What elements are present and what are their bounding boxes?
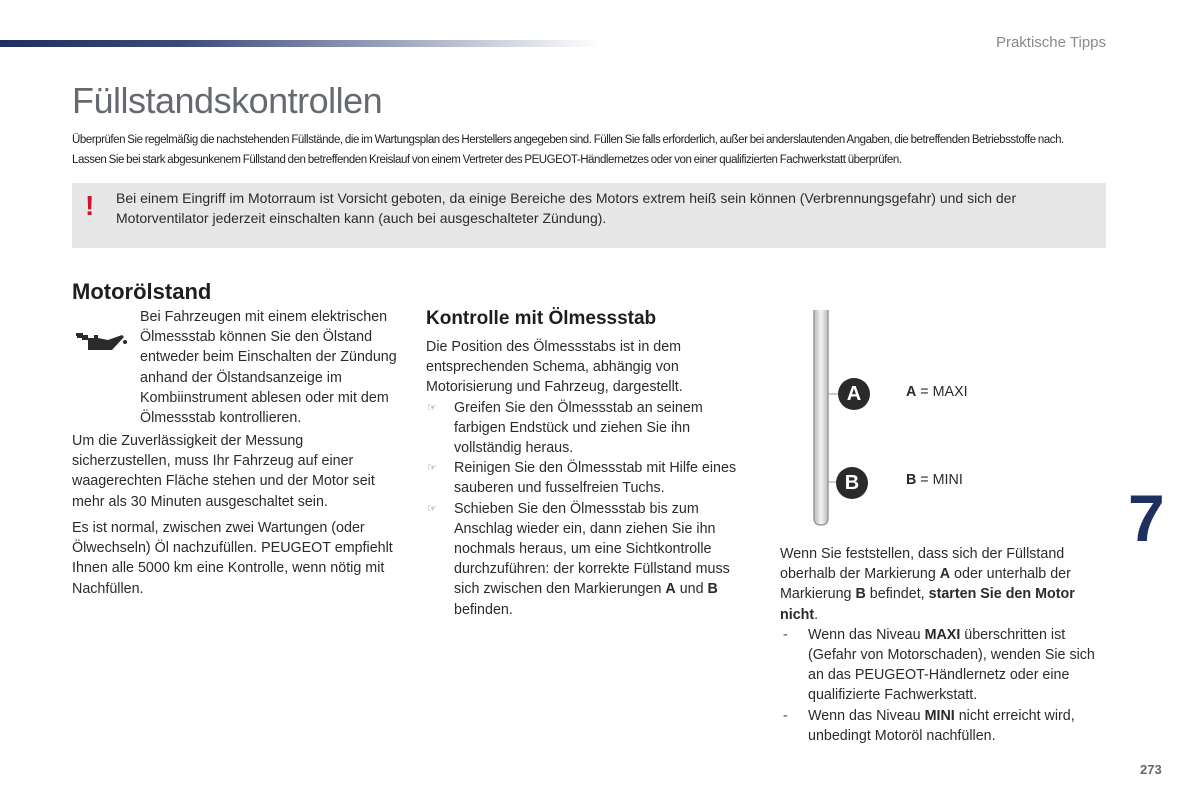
page-title: Füllstandskontrollen xyxy=(72,80,383,121)
page-number: 273 xyxy=(1140,762,1162,777)
dash-text: nicht erreicht wird, unbedingt Motoröl nachfüllen. xyxy=(808,707,1075,744)
dipstick-intro: Die Position des Ölmessstabs ist in dem entsprechenden Schema, abhängig von Motorisierung und Fahrzeug, dargestellt. xyxy=(426,339,683,396)
heading-kontrolle-oelmessstab: Kontrolle mit Ölmessstab xyxy=(426,308,657,329)
legend-a-key: A xyxy=(906,384,917,400)
oil-can-icon xyxy=(74,326,128,356)
warning-text: Bei einem Eingriff im Motorraum ist Vorsicht geboten, da einige Bereiche des Motors extrem heiß sein können (Verbrennungsgefahr) und sich der Motorventilator jederzeit einschalten kann (auch bei ausgeschalteter Zündung). xyxy=(116,190,1017,226)
heading-motoroelstand: Motorölstand xyxy=(72,279,212,304)
mini-label: MINI xyxy=(924,707,955,724)
bullet-item xyxy=(426,499,758,620)
intro-line-1: Überprüfen Sie regelmäßig die nachstehenden Füllstände, die im Wartungsplan des Herstellers angegeben sind. Füllen Sie falls erforderlich, außer bei anderslautenden Angaben, die betreffenden Betriebsstoffe nach. xyxy=(72,134,1064,146)
refill-paragraph: Es ist normal, zwischen zwei Wartungen (oder Ölwechseln) Öl nachzufüllen. PEUGEOT empfiehlt Ihnen alle 5000 km eine Kontrolle, wenn nötig mit Nachfüllen. xyxy=(72,520,393,597)
legend-mini xyxy=(906,472,963,488)
bullet-text: Schieben Sie den Ölmessstab bis zum Anschlag wieder ein, dann ziehen Sie ihn nochmals heraus, um eine Sichtkontrolle durchzuführen: der korrekte Füllstand muss sich zwischen den Markierungen xyxy=(454,500,730,598)
level-text: oder unterhalb der Markierung xyxy=(780,566,1071,603)
dash-marker: - xyxy=(783,626,788,643)
dash-item-mini xyxy=(780,706,1114,746)
marker-a-badge xyxy=(838,378,870,410)
dash-marker: - xyxy=(783,707,788,724)
do-not-start-warning: starten Sie den Motor nicht xyxy=(780,586,1075,623)
level-text: . xyxy=(814,606,819,623)
section-label: Praktische Tipps xyxy=(995,34,1106,51)
marker-b-ref: B xyxy=(855,586,866,603)
level-check-section xyxy=(780,544,1114,746)
pointer-icon: ☞ xyxy=(427,401,437,414)
legend-a-value: = MAXI xyxy=(916,384,968,400)
dash-item-maxi xyxy=(780,625,1114,706)
pointer-icon: ☞ xyxy=(427,462,437,475)
level-text: befindet, xyxy=(865,586,929,603)
marker-b-badge xyxy=(836,467,868,499)
legend-b-value: = MINI xyxy=(916,472,963,488)
pointer-icon: ☞ xyxy=(427,502,437,515)
level-paragraph xyxy=(780,544,1114,625)
bullet-text: Reinigen Sie den Ölmessstab mit Hilfe eines sauberen und fusselfreien Tuchs. xyxy=(454,460,737,497)
marker-a-ref: A xyxy=(939,566,951,583)
marker-a-ref: A xyxy=(665,581,676,598)
legend-b-key: B xyxy=(906,472,917,488)
dash-text: überschritten ist (Gefahr von Motorschaden), wenden Sie sich an das PEUGEOT-Händlernetz oder eine qualifizierte Fachwerkstatt. xyxy=(808,626,1095,704)
warning-box xyxy=(72,183,1106,248)
bullet-text: und xyxy=(675,581,708,598)
maxi-label: MAXI xyxy=(924,626,961,643)
marker-b-ref: B xyxy=(707,581,718,598)
measurement-paragraph: Um die Zuverlässigkeit der Messung sicherzustellen, muss Ihr Fahrzeug auf einer waagerechten Fläche stehen und der Motor seit mehr als 30 Minuten ausgeschaltet sein. xyxy=(72,433,375,510)
marker-a-letter: A xyxy=(846,383,862,405)
intro-text xyxy=(72,130,1132,170)
bullet-text: Greifen Sie den Ölmessstab an seinem farbigen Endstück und ziehen Sie ihn vollständig heraus. xyxy=(454,399,703,457)
dash-text: Wenn das Niveau xyxy=(808,626,925,643)
level-text: Wenn Sie feststellen, dass sich der Füllstand oberhalb der Markierung xyxy=(780,546,1065,583)
marker-b-letter: B xyxy=(844,472,860,494)
oil-gauge-paragraph: Bei Fahrzeugen mit einem elektrischen Ölmessstab können Sie den Ölstand entweder beim Einschalten der Zündung anhand der Ölstandsanzeige im Kombiinstrument ablesen oder mit dem Ölmessstab kontrollieren. xyxy=(140,309,397,427)
bullet-text: befinden. xyxy=(454,601,513,618)
bullet-item xyxy=(426,398,758,459)
dash-text: Wenn das Niveau xyxy=(808,707,925,724)
legend-maxi xyxy=(906,384,968,400)
warning-icon: ! xyxy=(85,190,95,221)
chapter-number: 7 xyxy=(1128,481,1163,555)
intro-line-2: Lassen Sie bei stark abgesunkenem Füllstand den betreffenden Kreislauf von einem Vertreter des PEUGEOT-Händlernetzes oder von einer qualifizierten Fachwerkstatt überprüfen. xyxy=(72,154,902,166)
dipstick-diagram xyxy=(808,310,878,530)
header-accent-bar xyxy=(0,40,600,47)
bullet-item xyxy=(426,458,758,498)
dipstick-section xyxy=(426,337,758,620)
